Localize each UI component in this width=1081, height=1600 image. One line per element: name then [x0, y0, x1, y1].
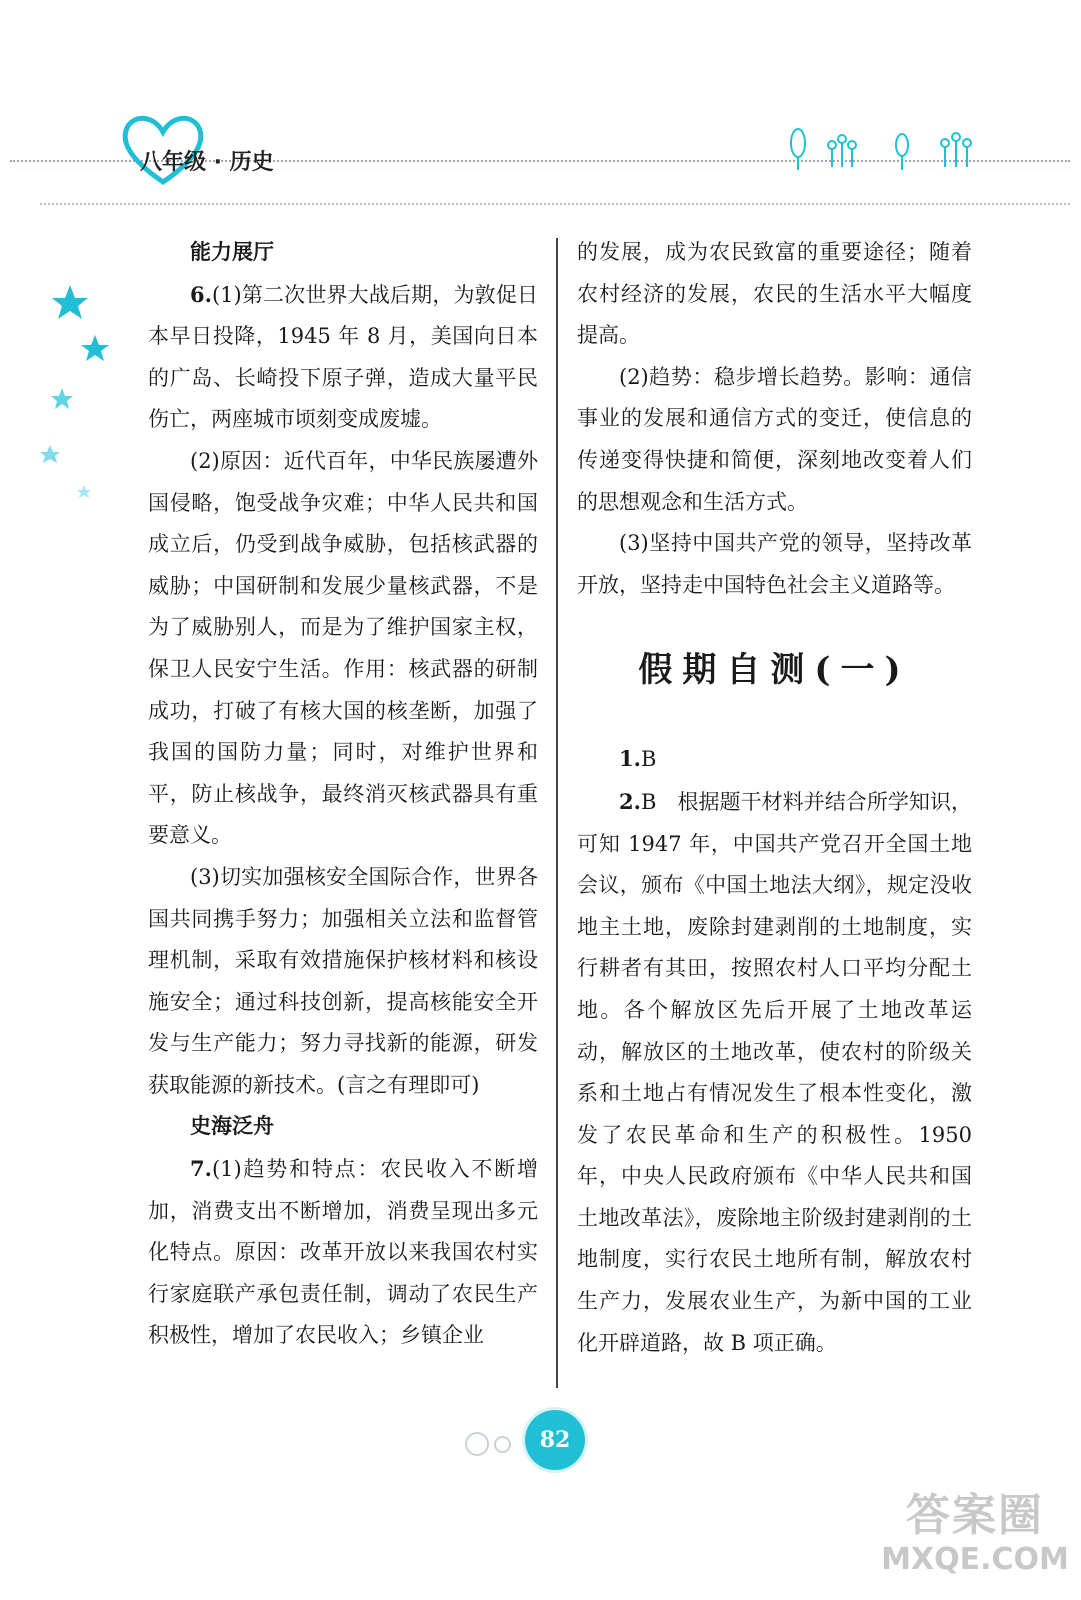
page-circle-decoration	[465, 1432, 489, 1456]
section-heading-nengli: 能力展厅	[190, 240, 274, 264]
question-number: 2.	[619, 788, 641, 814]
answer-text: (1)第二次世界大战后期，为敦促日本早日投降，1945 年 8 月，美国向日本的广岛、长崎投下原子弹，造成大量平民伤亡，两座城市顷刻变成废墟。	[148, 282, 538, 432]
page-number: 82	[525, 1410, 585, 1470]
answer-7-continued: 的发展，成为农民致富的重要途径；随着农村经济的发展，农民的生活水平大幅度提高。	[577, 240, 972, 348]
page-circle-decoration-small	[494, 1436, 511, 1453]
flower-decoration-icon	[790, 125, 990, 175]
answer-text: (1)趋势和特点：农民收入不断增加，消费支出不断增加，消费呈现出多元化特点。原因：改革开放以来我国农村实行家庭联产承包责任制，调动了农民生产积极性，增加了农民收入；乡镇企业	[148, 1157, 538, 1348]
stars-decoration-icon	[30, 280, 110, 510]
watermark-logo	[880, 1490, 1070, 1590]
answer-7-part-3: (3)坚持中国共产党的领导，坚持改革开放，坚持走中国特色社会主义道路等。	[577, 531, 972, 597]
answer-1	[577, 738, 972, 781]
header-dotted-line-lower	[40, 203, 1070, 205]
header-title: 八年级 · 历史	[140, 150, 274, 175]
column-divider	[556, 238, 558, 1388]
watermark-text: 答案圈	[906, 1490, 1044, 1541]
answer-7-part-1	[148, 1148, 538, 1357]
watermark-url: MXQE.COM	[881, 1542, 1069, 1577]
right-column	[577, 232, 972, 1364]
test-title: 假期自测(一)	[638, 650, 911, 691]
answer-text: B 根据题干材料并结合所学知识，可知 1947 年，中国共产党召开全国土地会议，颁布《中国土地法大纲》，规定没收地主土地，废除封建剥削的土地制度，实行耕者有其田，按照农村人口平均分配土地。各个解放区先后开展了土地改革运动，解放区的土地改革，使农村的阶级关系和土地占有情况发生了根本性变化，激发了农民革命和生产的积极性。1950 年，中央人民政府颁布《中华人民共和国土地改革法》，废除地主阶级封建剥削的土地制度，实行农民土地所有制，解放农村生产力，发展农业生产，为新中国的工业化开辟道路，故 B 项正确。	[577, 789, 972, 1355]
answer-6-part-3: (3)切实加强核安全国际合作，世界各国共同携手努力；加强相关立法和监督管理机制，采取有效措施保护核材料和核设施安全；通过科技创新，提高核能安全开发与生产能力；努力寻找新的能源，研发获取能源的新技术。(言之有理即可)	[148, 864, 538, 1097]
question-number: 1.	[619, 746, 641, 772]
answer-text: B	[640, 747, 657, 772]
section-heading-shihai: 史海泛舟	[190, 1114, 274, 1139]
question-number: 7.	[190, 1156, 212, 1182]
answer-2	[577, 781, 972, 1364]
answer-6-part-2: (2)原因：近代百年，中华民族屡遭外国侵略，饱受战争灾难；中华人民共和国成立后，仍受到战争威胁，包括核武器的威胁；中国研制和发展少量核武器，不是为了威胁别人，而是为了维护国家主权，保卫人民安宁生活。作用：核武器的研制成功，打破了有核大国的核垄断，加强了我国的国防力量；同时，对维护世界和平，防止核战争，最终消灭核武器具有重要意义。	[148, 448, 538, 848]
question-number: 6.	[190, 281, 212, 307]
answer-6-part-1	[148, 274, 538, 441]
left-column	[148, 232, 538, 1357]
answer-7-part-2: (2)趋势：稳步增长趋势。影响：通信事业的发展和通信方式的变迁，使信息的传递变得快捷和简便，深刻地改变着人们的思想观念和生活方式。	[577, 364, 972, 514]
